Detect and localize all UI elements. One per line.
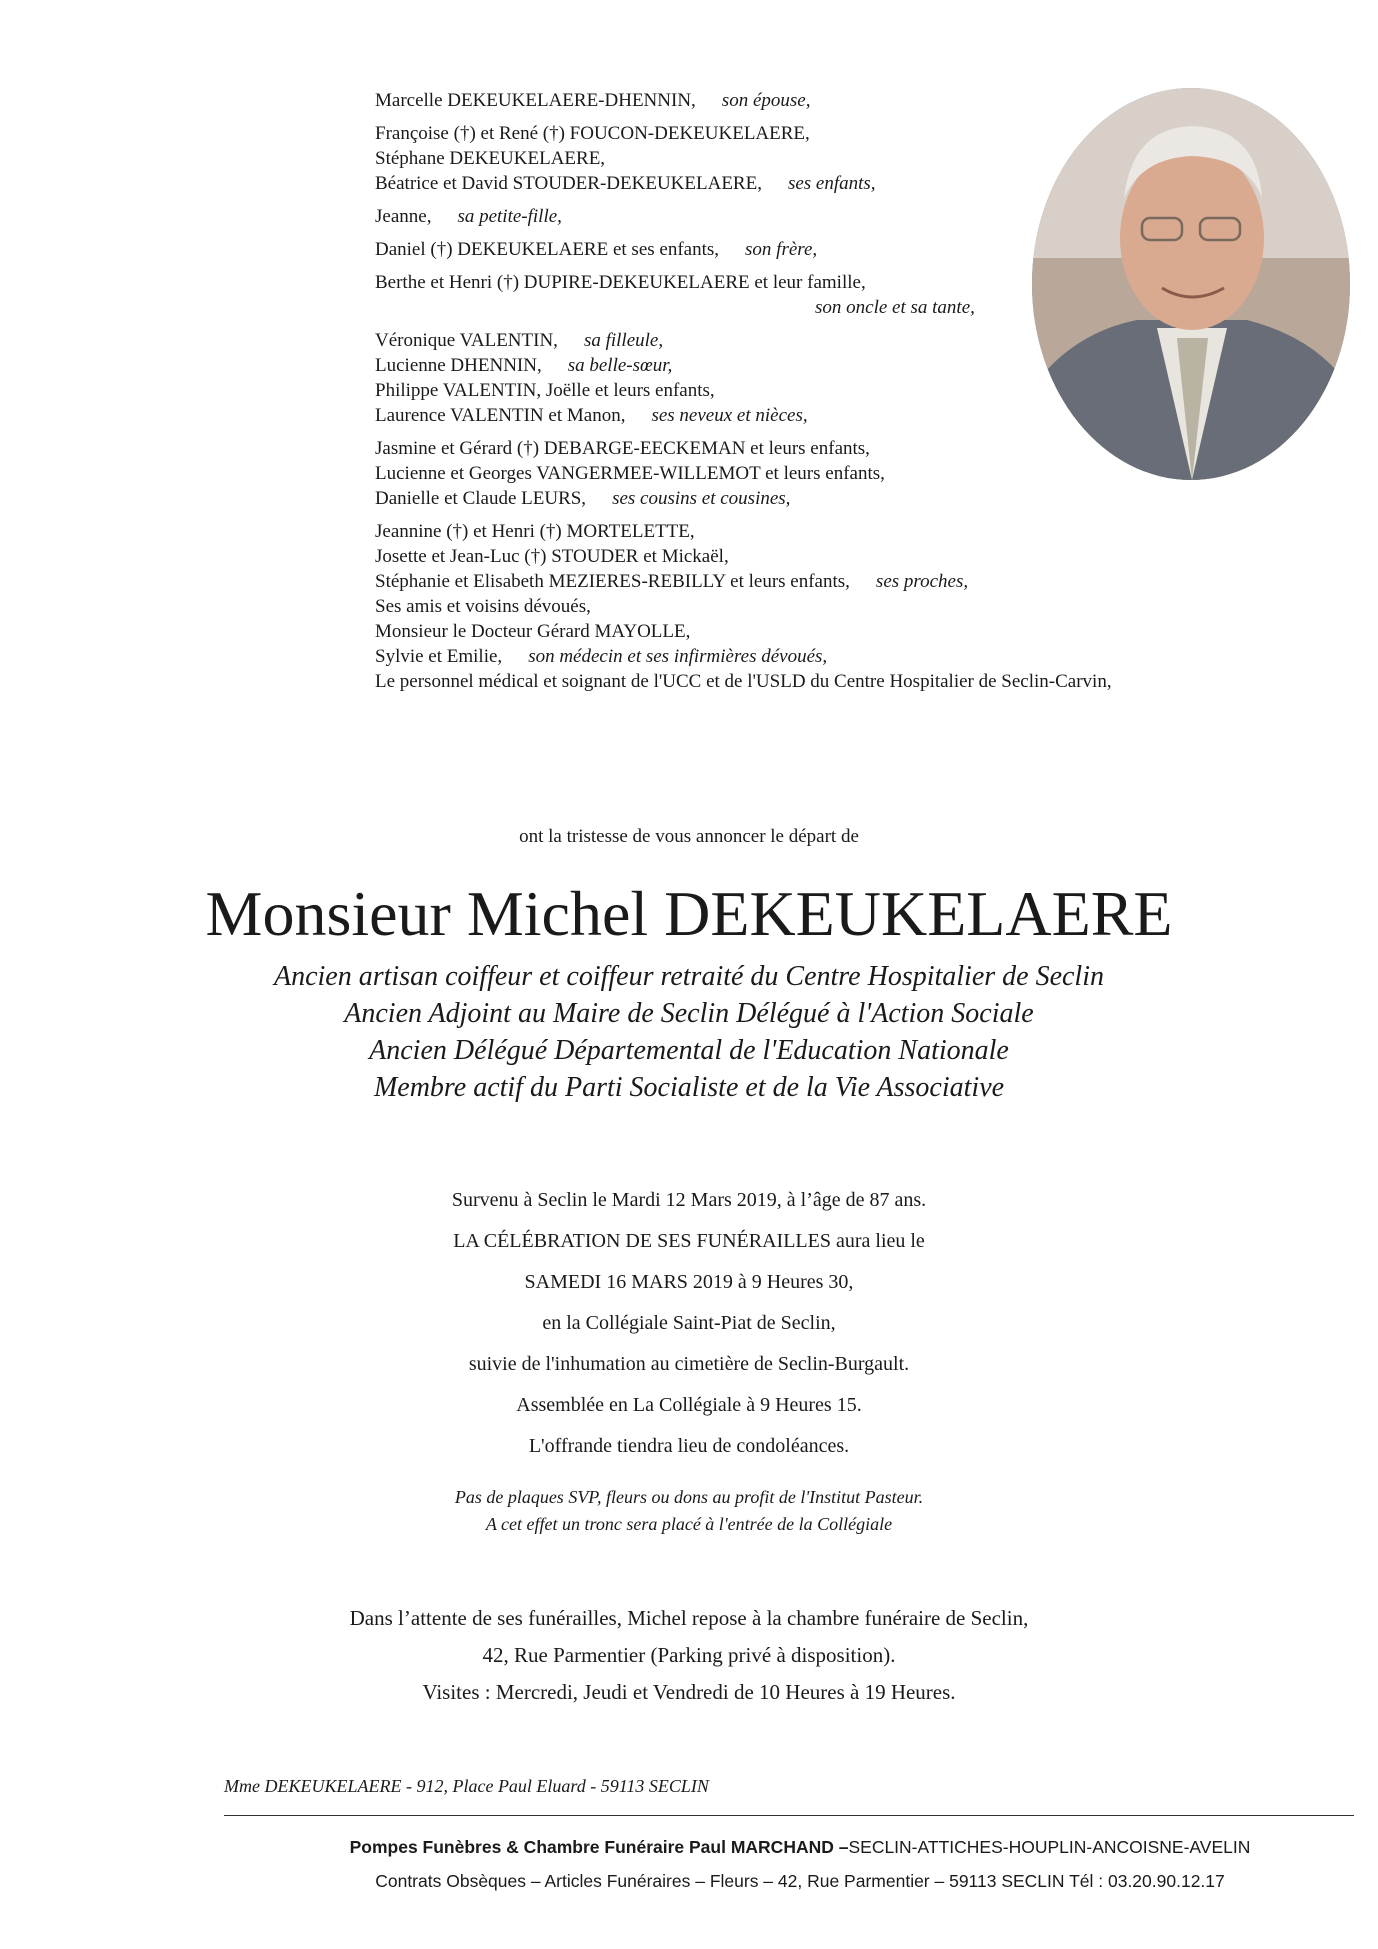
detail-line: suivie de l'inhumation au cimetière de Seclin-Burgault. [468,1353,910,1375]
visitation-info [0,1600,1378,1711]
note-line: A cet effet un tronc sera placé à l'entrée de la Collégiale [485,1514,893,1534]
family-member: Le personnel médical et soignant de l'UCC et de l'USLD du Centre Hospitalier de Seclin-Carvin, [375,671,1112,692]
detail-line: en la Collégiale Saint-Piat de Seclin, [542,1312,836,1334]
family-member: Françoise (†) et René (†) FOUCON-DEKEUKELAERE, [375,123,810,144]
relationship-label: ses neveux et nièces, [651,405,808,426]
detail-line: LA CÉLÉBRATION DE SES FUNÉRAILLES aura lieu le [453,1230,925,1252]
family-member: Stéphanie et Elisabeth MEZIERES-REBILLY et leurs enfants, [375,571,850,592]
family-member: Stéphane DEKEUKELAERE, [375,148,606,169]
portrait-photo [1032,88,1350,480]
family-member: Berthe et Henri (†) DUPIRE-DEKEUKELAERE et leur famille, [375,272,866,293]
flowers-note [0,1484,1378,1538]
title-line: Ancien Délégué Départemental de l'Education Nationale [369,1035,1009,1066]
family-member: Lucienne et Georges VANGERMEE-WILLEMOT et leurs enfants, [375,463,885,484]
family-line [375,486,1315,511]
family-member: Jasmine et Gérard (†) DEBARGE-EECKEMAN et leurs enfants, [375,438,870,459]
visit-line: Visites : Mercredi, Jeudi et Vendredi de 10 Heures à 19 Heures. [422,1680,956,1704]
family-member: Danielle et Claude LEURS, [375,488,587,509]
visit-line: 42, Rue Parmentier (Parking privé à disposition). [482,1643,896,1667]
family-member: Marcelle DEKEUKELAERE-DHENNIN, [375,90,696,111]
relationship-label: son médecin et ses infirmières dévoués, [528,646,828,667]
deceased-name: Monsieur Michel DEKEUKELAERE [205,878,1173,949]
family-member: Véronique VALENTIN, [375,330,558,351]
family-member: Laurence VALENTIN et Manon, [375,405,626,426]
family-member: Ses amis et voisins dévoués, [375,596,591,617]
relationship-label: ses cousins et cousines, [612,488,791,509]
family-line [375,569,1315,594]
title-line: Ancien Adjoint au Maire de Seclin Délégué à l'Action Sociale [344,998,1034,1029]
family-member: Monsieur le Docteur Gérard MAYOLLE, [375,621,691,642]
funeral-home-services: Contrats Obsèques – Articles Funéraires – Fleurs – 42, Rue Parmentier – 59113 SECLIN Tél : 03.20.90.12.17 [375,1871,1225,1891]
detail-line: SAMEDI 16 MARS 2019 à 9 Heures 30, [524,1271,854,1293]
title-line: Membre actif du Parti Socialiste et de la Vie Associative [373,1072,1005,1103]
relationship-label: ses proches, [875,571,969,592]
funeral-details [0,1180,1378,1467]
deceased-titles [0,958,1378,1106]
family-member: Philippe VALENTIN, Joëlle et leurs enfants, [375,380,715,401]
family-member: Béatrice et David STOUDER-DEKEUKELAERE, [375,173,762,194]
relationship-label: son oncle et sa tante, [815,297,975,318]
announcement-intro: ont la tristesse de vous annoncer le départ de [519,826,859,847]
relationship-label: son frère, [745,239,818,260]
funeral-home-locations: SECLIN-ATTICHES-HOUPLIN-ANCOISNE-AVELIN [848,1837,1251,1857]
family-line [375,544,1315,569]
family-member: Lucienne DHENNIN, [375,355,542,376]
relationship-label: son épouse, [721,90,811,111]
title-line: Ancien artisan coiffeur et coiffeur retraité du Centre Hospitalier de Seclin [274,961,1104,992]
relationship-label: ses enfants, [787,173,876,194]
funeral-home-name: Pompes Funèbres & Chambre Funéraire Paul MARCHAND – [349,1837,849,1857]
family-member: Jeannine (†) et Henri (†) MORTELETTE, [375,521,695,542]
detail-line: Survenu à Seclin le Mardi 12 Mars 2019, à l’âge de 87 ans. [451,1189,927,1211]
family-member: Jeanne, [375,206,432,227]
family-address: Mme DEKEUKELAERE - 912, Place Paul Eluard - 59113 SECLIN [224,1776,709,1796]
family-member: Daniel (†) DEKEUKELAERE et ses enfants, [375,239,720,260]
relationship-label: sa petite-fille, [457,206,562,227]
detail-line: L'offrande tiendra lieu de condoléances. [528,1435,850,1457]
family-member: Sylvie et Emilie, [375,646,503,667]
family-line [375,519,1315,544]
relationship-label: sa filleule, [583,330,664,351]
footer-divider [224,1815,1354,1816]
family-line [375,594,1315,619]
relationship-label: sa belle-sœur, [567,355,673,376]
note-line: Pas de plaques SVP, fleurs ou dons au profit de l'Institut Pasteur. [454,1487,924,1507]
funeral-home-footer [290,1830,1310,1898]
family-member: Josette et Jean-Luc (†) STOUDER et Mickaël, [375,546,729,567]
family-line [375,669,1315,694]
family-line [375,644,1315,669]
funeral-home-line [290,1830,1310,1864]
visit-line: Dans l’attente de ses funérailles, Michel repose à la chambre funéraire de Seclin, [349,1606,1029,1630]
family-group [375,519,1315,694]
detail-line: Assemblée en La Collégiale à 9 Heures 15. [516,1394,862,1416]
family-line [375,619,1315,644]
